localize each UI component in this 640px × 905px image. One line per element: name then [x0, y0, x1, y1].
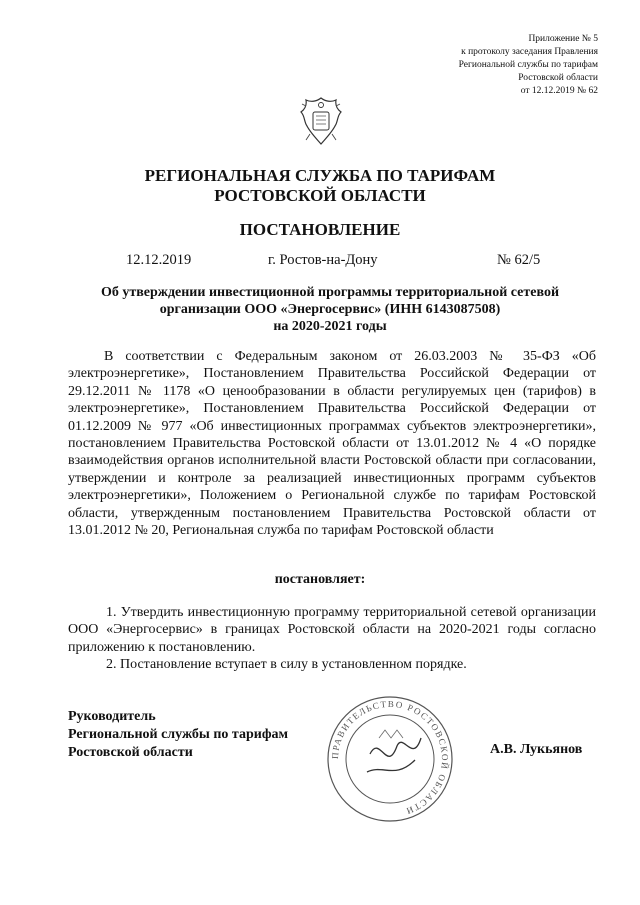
- signer-line: Руководитель: [68, 709, 156, 724]
- title-line: на 2020-2021 годы: [273, 319, 387, 334]
- title-line: организации ООО «Энергосервис» (ИНН 6143087508): [159, 302, 501, 317]
- annex-line: Приложение № 5: [528, 34, 598, 44]
- document-title: [70, 284, 590, 335]
- signer-line: Региональной службы по тарифам: [68, 727, 289, 742]
- preamble-paragraph: В соответствии с Федеральным законом от 26.03.2003 № 35-ФЗ «Об электроэнергетике», Постановлением Правительства Российской Федерации от 29.12.2011 № 1178 «О ценообразовании в области регулируемых цен (тарифов) в электроэнергетике», Постановлением Правительства Российской Федерации от 01.12.2009 № 977 «Об инвестиционных программах субъектов электроэнергетики», постановлением Правительства Ростовской области от 13.01.2012 № 4 «О порядке взаимодействия органов исполнительной власти Ростовской области при согласовании, утверждении и контроле за реализацией инвестиционных программ субъектов электроэнергетики», Положением о Региональной службе по тарифам Ростовской области, утвержденным постановлением Правительства Ростовской области от 13.01.2012 № 20, Региональная служба по тарифам Ростовской области: [68, 349, 596, 539]
- document-type: ПОСТАНОВЛЕНИЕ: [239, 220, 401, 239]
- signer-position: [68, 708, 288, 762]
- annex-line: Региональной службы по тарифам: [458, 60, 598, 70]
- svg-text:ПРАВИТЕЛЬСТВО РОСТОВСКОЙ ОБЛАС: [330, 699, 450, 817]
- resolution-item: 1. Утвердить инвестиционную программу территориальной сетевой организации ООО «Энергосервис» в границах Ростовской области на 2020-2021 годы согласно приложению к постановлению.: [68, 605, 596, 655]
- annex-block: [459, 33, 598, 98]
- document-city: г. Ростов-на-Дону: [268, 252, 378, 268]
- seal-text: ПРАВИТЕЛЬСТВО РОСТОВСКОЙ ОБЛАСТИ: [329, 698, 451, 817]
- resolution-items: [68, 604, 596, 674]
- signer-line: Ростовской области: [68, 745, 193, 760]
- title-line: Об утверждении инвестиционной программы территориальной сетевой: [100, 285, 560, 300]
- annex-line: к протоколу заседания Правления: [461, 47, 598, 57]
- preamble-block: [68, 348, 596, 539]
- org-line: РЕГИОНАЛЬНАЯ СЛУЖБА ПО ТАРИФАМ: [144, 166, 496, 185]
- coat-of-arms-icon: [298, 96, 344, 148]
- org-line: РОСТОВСКОЙ ОБЛАСТИ: [214, 186, 426, 205]
- annex-line: Ростовской области: [518, 73, 598, 83]
- resolution-item: 2. Постановление вступает в силу в установленном порядке.: [106, 657, 467, 673]
- document-number: № 62/5: [497, 252, 541, 268]
- document-date: 12.12.2019: [126, 252, 192, 268]
- official-seal-icon: [325, 694, 455, 824]
- resolves-heading: постановляет:: [274, 572, 366, 587]
- organization-name: [0, 166, 640, 206]
- annex-line: от 12.12.2019 № 62: [520, 86, 598, 96]
- signer-name: А.В. Лукьянов: [490, 742, 583, 757]
